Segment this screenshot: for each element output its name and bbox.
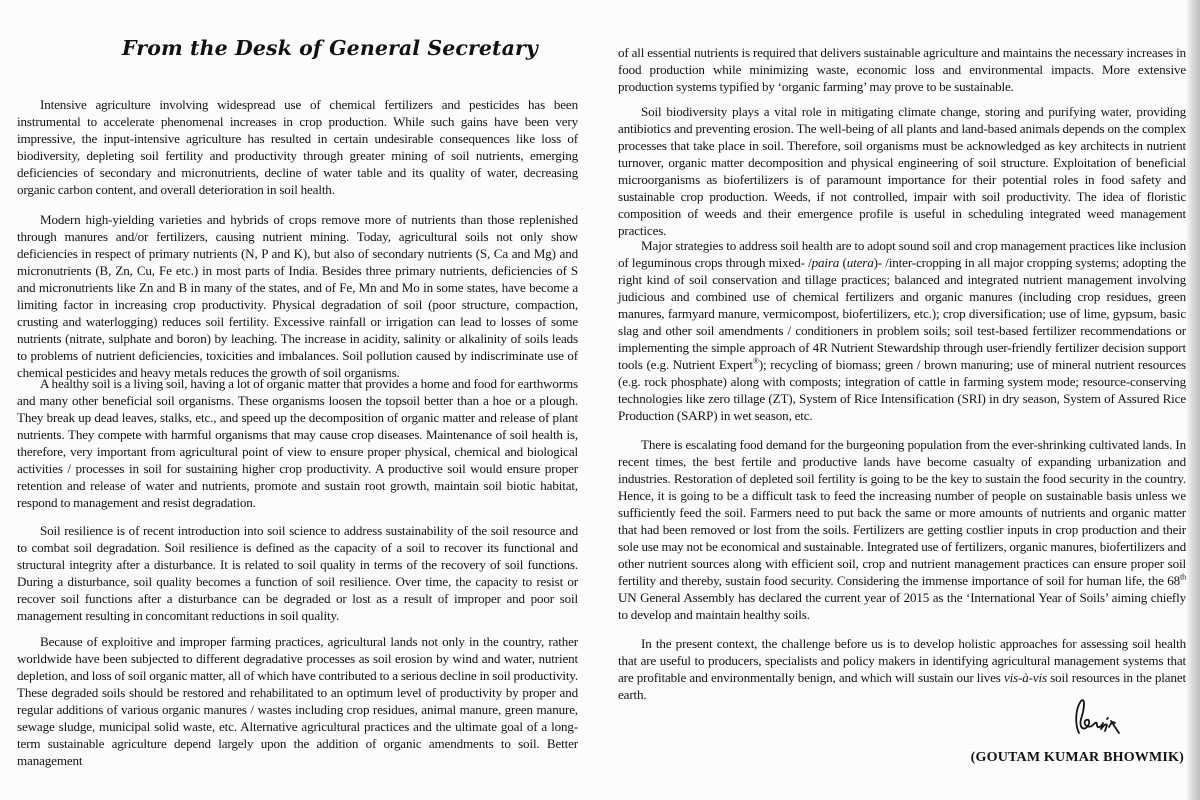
text-span: In the present context, the challenge before us is to develop holistic approaches for assessing soil health that are useful to producers, specialists and policy makers in identifying agricultural management systems that are profitable and environmentally benign, and which will sustain our lives <box>618 636 1186 685</box>
italic-term-utera: utera <box>846 255 874 270</box>
paragraph-food-demand <box>618 436 1186 623</box>
text-span: )- /inter-cropping in all major cropping systems; adopting the right kind of soil conservation and tillage practices; balanced and integrated nutrient management involving judicious and combined use of chemical fertilizers and organic manures (including crop residues, green manures, farmyard manure, vermicompost, biofertilizers, etc.); crop diversification; use of lime, gypsum, basic slag and other soil amendments / conditioners in problem soils; soil test-based fertilizer recommendations or implementing the simple approach of 4R Nutrient Stewardship through user-friendly fertilizer decision support tools (e.g. Nutrient Expert <box>618 255 1186 372</box>
page-title: From the Desk of General Secretary <box>122 36 538 60</box>
text-span: There is escalating food demand for the burgeoning population from the ever-shrinking cultivated lands. In recent times, the best fertile and productive lands have become casualty of expanding urbanization and industries. Restoration of depleted soil fertility is going to be the key to sustain the food security in the country. Hence, it is going to be a difficult task to feed the increasing number of people on sustainable basis unless we sufficiently feed the soil. Farmers need to put back the same or more amounts of nutrients and organic matter that had been removed or lost from the soils. Fertilizers are getting costlier inputs in crop production and their sole use may not be economical and sustainable. Integrated use of fertilizers, organic manures, biofertilizers and other nutrient sources along with efficient soil, crop and nutrient management practices can ensure proper soil fertility and thereby, sustain food security. Considering the immense importance of soil for human life, the 68 <box>618 437 1186 588</box>
italic-term-paira: paira <box>811 255 840 270</box>
text-span: UN General Assembly has declared the current year of 2015 as the ‘International Year of Soils’ aiming chiefly to develop and maintain healthy soils. <box>618 590 1186 622</box>
paragraph-exploitive-practices: Because of exploitive and improper farming practices, agricultural lands not only in the country, rather worldwide have been subjected to different degradative processes as soil erosion by wind and water, nutrient depletion, and loss of soil organic matter, all of which have contributed to a serious decline in soil productivity. These degraded soils should be restored and rehabilitated to an optimum level of productivity by proper and regular additions of various organic manures / wastes including crop residues, animal manure, green manure, sewage sludge, municipal solid waste, etc. Alternative agricultural practices and the ultimate goal of a long-term sustainable agriculture depend largely upon the addition of organic amendments to soil. Better management <box>17 634 579 768</box>
paragraph-present-context <box>618 635 1186 703</box>
registered-mark: ® <box>752 356 759 366</box>
paragraph-soil-biodiversity: Soil biodiversity plays a vital role in mitigating climate change, storing and purifying water, providing antibiotics and preventing erosion. The well-being of all plants and land-based animals depends on the complex processes that take place in soil. Therefore, soil organisms must be acknowledged as key architects in nutrient turnover, organic matter decomposition and physical engineering of soil structure. Exploitation of beneficial microorganisms as biofertilizers is of paramount importance for their potential roles in food safety and sustainable crop production. Weeds, if not controlled, impair with soil productivity. The idea of floristic composition of weeds and their emergence profile is useful in scheduling integrated weed management practices. <box>618 104 1186 238</box>
paragraph-modern-varieties: Modern high-yielding varieties and hybrids of crops remove more of nutrients than those replenished through manures and/or fertilizers, causing nutrient mining. Today, agricultural soils not only show deficiencies in respect of primary nutrients (N, P and K), but also of secondary nutrients (S, Ca and Mg) and micronutrients (B, Zn, Cu, Fe etc.) in most parts of India. Besides three primary nutrients, deficiencies of S and micronutrients like Zn and B in many of the states, and of Fe, Mn and Mo in some states, have become a limiting factor in increasing crop productivity. Physical degradation of soil (poor structure, compaction, crusting and waterlogging) reduces soil fertility. Excessive rainfall or irrigation can lead to losses of some nutrients (nitrate, sulphate and boron) by leaching. The increase in acidity, salinity or alkalinity of soils leads to problems of nutrient deficiencies, toxicities and imbalances. Soil pollution caused by indiscriminate use of chemical pesticides and heavy metals reduces the growth of soil organisms. <box>17 212 578 380</box>
paragraph-essential-nutrients-continued: of all essential nutrients is required that delivers sustainable agriculture and maintains the necessary increases in food production while minimizing waste, economic loss and environmental impacts. More extensive production systems typified by ‘organic farming’ may prove to be sustainable. <box>618 45 1186 94</box>
text-span: ); recycling of biomass; green / brown manuring; use of mineral nutrient resources (e.g. rock phosphate) along with composts; integration of cattle in farming system mode; resource-conserving technologies like zero tillage (ZT), System of Rice Intensification (SRI) in dry season, System of Assured Rice Production (SARP) in wet season, etc. <box>618 357 1186 423</box>
ordinal-suffix: th <box>1180 572 1186 582</box>
paragraph-soil-resilience: Soil resilience is of recent introduction into soil science to address sustainability of the soil resource and to combat soil degradation. Soil resilience is defined as the capacity of a soil to recover its functional and structural integrity after a disturbance. It is related to soil quality in terms of the recovery of soil functions. During a disturbance, soil quality becomes a function of soil resilience. Over time, the capacity to resist or recover soil functions after a disturbance can be degraded or lost as a result of improper and poor soil management resulting in concomitant reductions in soil quality. <box>17 523 578 623</box>
signature-icon <box>1065 697 1125 737</box>
text-span: Major strategies to address soil health are to adopt sound soil and crop management practices like inclusion of leguminous crops through mixed- / <box>618 238 1186 270</box>
paragraph-intensive-agriculture: Intensive agriculture involving widespread use of chemical fertilizers and pesticides has been instrumental to accelerate phenomenal increases in crop production. While such gains have been very impressive, the input-intensive agriculture has resulted in certain undesirable consequences like loss of biodiversity, depleting soil fertility and productivity through greater mining of soil nutrients, emerging deficiencies of secondary and micronutrients, decline of water table and its quality of water, decreasing organic carbon content, and overall deterioration in soil health. <box>17 97 578 197</box>
signatory-name: (GOUTAM KUMAR BHOWMIK) <box>970 750 1184 765</box>
paragraph-healthy-soil: A healthy soil is a living soil, having a lot of organic matter that provides a home and food for earthworms and many other beneficial soil organisms. These organisms loosen the topsoil better than a hoe or a plough. They break up dead leaves, stalks, etc., and speed up the decomposition of organic matter and release of plant nutrients. They compete with harmful organisms that may cause crop diseases. Maintenance of soil health is, therefore, very important from agricultural point of view to ensure proper physical, chemical and biological activities / processes in soil for sustaining higher crop productivity. A productive soil would ensure proper retention and release of water and nutrients, promote and sustain root growth, maintain soil biotic habitat, respond to management and resist degradation. <box>17 376 578 510</box>
italic-term-vis-a-vis: vis-à-vis <box>1003 670 1047 685</box>
text-span: soil resources in the planet earth. <box>618 670 1186 702</box>
paragraph-major-strategies <box>618 237 1186 424</box>
page-binding-shadow <box>1186 0 1200 800</box>
text-span: ( <box>839 255 847 270</box>
